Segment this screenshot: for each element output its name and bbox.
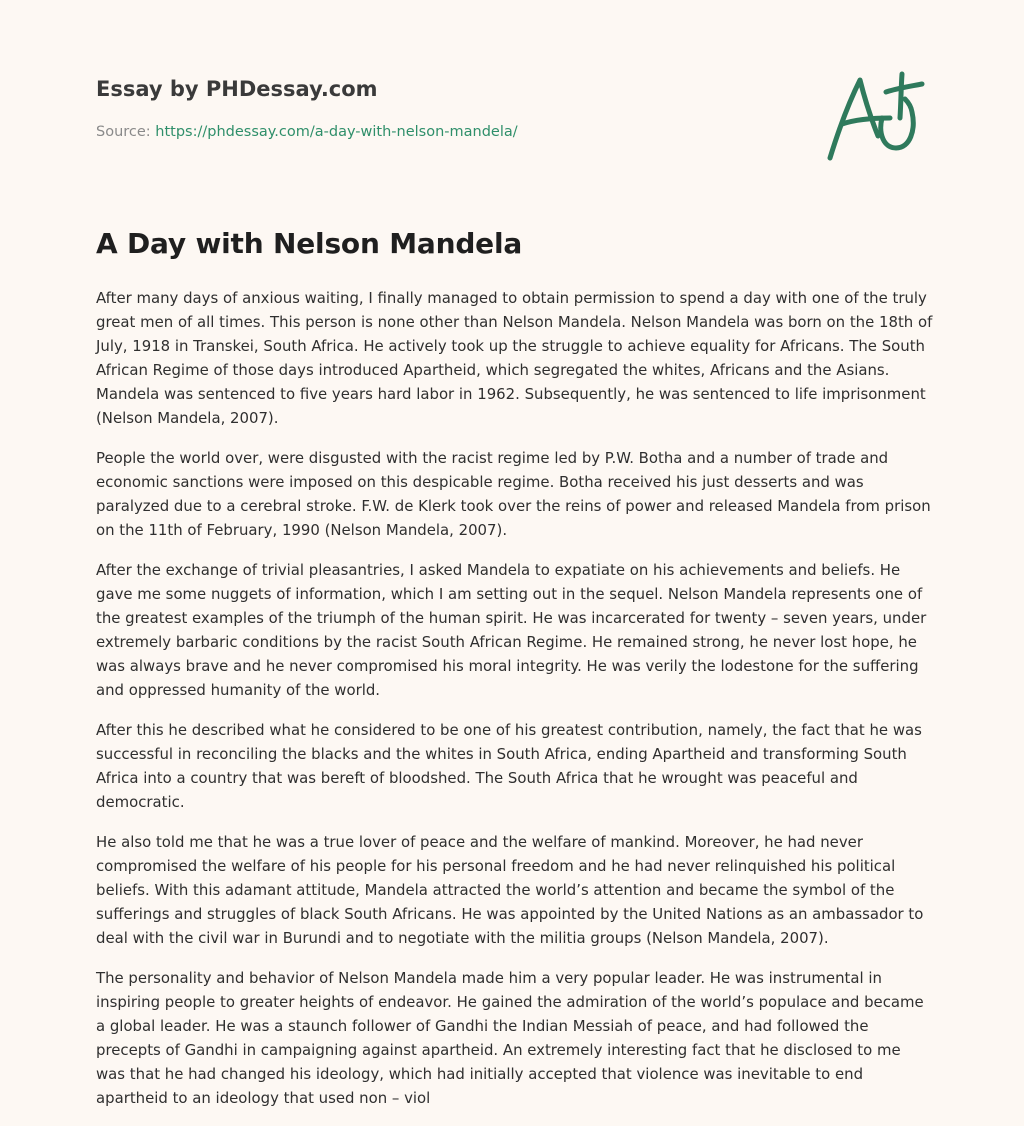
source-label: Source: xyxy=(96,124,151,140)
essay-paragraph: After this he described what he considered to be one of his greatest contribution, namely, the fact that he was successful in reconciling the blacks and the whites in South Africa, ending Apartheid and transforming South Africa into a country that was bereft of bloodshed. The South Africa that he wrought was peaceful and democratic. xyxy=(96,721,922,811)
essay-paragraph: People the world over, were disgusted with the racist regime led by P.W. Botha and a number of trade and economic sanctions were imposed on this despicable regime. Botha received his just desserts and was paralyzed due to a cerebral stroke. F.W. de Klerk took over the reins of power and released Mandela from prison on the 11th of February, 1990 (Nelson Mandela, 2007). xyxy=(96,449,931,539)
essay-body xyxy=(96,286,934,1126)
essay-paragraph: After the exchange of trivial pleasantries, I asked Mandela to expatiate on his achievements and beliefs. He gave me some nuggets of information, which I am setting out in the sequel. Nelson Mandela represents one of the greatest examples of the triumph of the human spirit. He was incarcerated for twenty – seven years, under extremely barbaric conditions by the racist South African Regime. He remained strong, he never lost hope, he was always brave and he never compromised his moral integrity. He was verily the lodestone for the suffering and oppressed humanity of the world. xyxy=(96,561,927,699)
a-plus-grade-logo-svg xyxy=(820,66,932,166)
essay-title: A Day with Nelson Mandela xyxy=(96,227,523,260)
essay-paragraph: After many days of anxious waiting, I finally managed to obtain permission to spend a day with one of the truly great men of all times. This person is none other than Nelson Mandela. Nelson Mandela was born on the 18th of July, 1918 in Transkei, South Africa. He actively took up the struggle to achieve equality for Africans. The South African Regime of those days introduced Apartheid, which segregated the whites, Africans and the Asians. Mandela was sentenced to five years hard labor in 1962. Subsequently, he was sentenced to life imprisonment (Nelson Mandela, 2007). xyxy=(96,289,933,427)
a-plus-grade-icon xyxy=(820,66,932,166)
source-line xyxy=(96,122,796,142)
essay-paragraph: He also told me that he was a true lover of peace and the welfare of mankind. Moreover, he had never compromised the welfare of his people for his personal freedom and he had never relinquished his political beliefs. With this adamant attitude, Mandela attracted the world’s attention and became the symbol of the sufferings and struggles of black South Africans. He was appointed by the United Nations as an ambassador to deal with the civil war in Burundi and to negotiate with the militia groups (Nelson Mandela, 2007). xyxy=(96,833,924,947)
site-brand: Essay by PHDessay.com xyxy=(96,77,378,101)
page-header xyxy=(96,74,796,142)
source-link[interactable]: https://phdessay.com/a-day-with-nelson-mandela/ xyxy=(155,124,518,140)
essay-paragraph: The personality and behavior of Nelson Mandela made him a very popular leader. He was instrumental in inspiring people to greater heights of endeavor. He gained the admiration of the world’s populace and became a global leader. He was a staunch follower of Gandhi the Indian Messiah of peace, and had followed the precepts of Gandhi in campaigning against apartheid. An extremely interesting fact that he disclosed to me was that he had changed his ideology, which had initially accepted that violence was inevitable to end apartheid to an ideology that used non – viol xyxy=(96,969,924,1107)
